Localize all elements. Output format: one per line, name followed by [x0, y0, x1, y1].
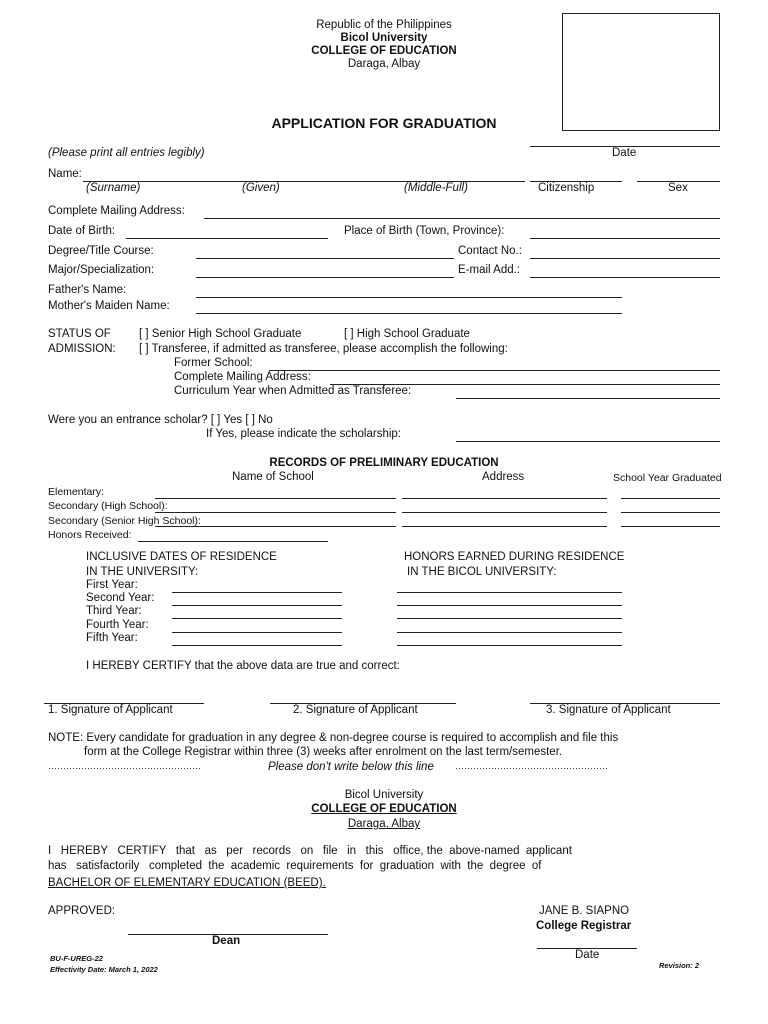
university-name: Bicol University	[340, 32, 428, 44]
divider-dots-left: ……………………………………………	[48, 762, 201, 771]
col-address: Address	[482, 471, 525, 483]
middle-label: (Middle-Full)	[404, 182, 468, 194]
honors-title-1: HONORS EARNED DURING RESIDENCE	[404, 551, 625, 563]
fathers-name-label: Father's Name:	[48, 284, 127, 296]
first-year-label: First Year:	[86, 579, 138, 591]
divider-dots-right: ……………………………………………	[455, 762, 608, 771]
office-location: Daraga, Albay	[347, 818, 421, 830]
scholarship-label: If Yes, please indicate the scholarship:	[206, 428, 401, 440]
degree-course-line[interactable]	[196, 258, 454, 259]
date-of-birth-label: Date of Birth:	[48, 225, 116, 237]
signature-label-2: 2. Signature of Applicant	[293, 704, 418, 716]
divider-text: Please don't write below this line	[268, 761, 434, 773]
mothers-name-label: Mother's Maiden Name:	[48, 300, 170, 312]
office-cert-line-1: I HEREBY CERTIFY that as per records on file in this office, the above-named applicant	[48, 845, 572, 857]
form-code: BU-F-UREG-22	[50, 954, 103, 963]
place-of-birth-line[interactable]	[530, 238, 720, 239]
note-line-1: NOTE: Every candidate for graduation in any degree & non-degree course is required to accomplish and file this	[48, 732, 619, 744]
fifth-year-honors-line[interactable]	[397, 645, 622, 646]
transferee-option[interactable]: [ ] Transferee, if admitted as transferee, please accomplish the following:	[139, 343, 508, 355]
contact-no-label: Contact No.:	[458, 245, 522, 257]
elementary-school-line[interactable]	[155, 498, 396, 499]
place-of-birth-label: Place of Birth (Town, Province):	[344, 225, 505, 237]
senior-high-option[interactable]: [ ] Senior High School Graduate	[139, 328, 302, 340]
mailing-address-label: Complete Mailing Address:	[48, 205, 185, 217]
status-label-1: STATUS OF	[48, 328, 111, 340]
name-label: Name:	[48, 168, 82, 180]
registrar-date-label: Date	[575, 949, 600, 961]
degree-text: BACHELOR OF ELEMENTARY EDUCATION (BEED).	[48, 877, 326, 889]
contact-no-line[interactable]	[530, 258, 720, 259]
mothers-name-line[interactable]	[196, 313, 622, 314]
former-school-line[interactable]	[269, 370, 720, 371]
fourth-year-label: Fourth Year:	[86, 619, 149, 631]
col-year-graduated: School Year Graduated	[613, 472, 722, 484]
revision-number: Revision: 2	[659, 961, 700, 970]
major-label: Major/Specialization:	[48, 264, 155, 276]
dates-title-1: INCLUSIVE DATES OF RESIDENCE	[86, 551, 277, 563]
office-cert-line-2: has satisfactorily completed the academic requirements for graduation with the degree of	[48, 860, 542, 872]
office-university: Bicol University	[344, 789, 424, 801]
former-school-label: Former School:	[174, 357, 253, 369]
given-label: (Given)	[242, 182, 280, 194]
date-of-birth-line[interactable]	[126, 238, 328, 239]
college-name: COLLEGE OF EDUCATION	[311, 45, 457, 57]
third-year-label: Third Year:	[86, 605, 142, 617]
transferee-address-label: Complete Mailing Address:	[174, 371, 311, 383]
registrar-name: JANE B. SIAPNO	[539, 905, 630, 917]
instruction-text: (Please print all entries legibly)	[48, 147, 205, 159]
note-line-2: form at the College Registrar within three (3) weeks after enrolment on the last term/semester.	[84, 746, 563, 758]
email-label: E-mail Add.:	[458, 264, 520, 276]
dates-title-2: IN THE UNIVERSITY:	[86, 566, 199, 578]
fathers-name-line[interactable]	[196, 297, 622, 298]
fourth-year-dates-line[interactable]	[172, 632, 342, 633]
surname-label: (Surname)	[86, 182, 141, 194]
senior-high-year-line[interactable]	[621, 526, 720, 527]
first-year-honors-line[interactable]	[397, 592, 622, 593]
fifth-year-label: Fifth Year:	[86, 632, 138, 644]
email-line[interactable]	[530, 277, 720, 278]
signature-label-1: 1. Signature of Applicant	[48, 704, 173, 716]
effectivity-date: Effectivity Date: March 1, 2022	[50, 965, 158, 974]
curriculum-year-line[interactable]	[456, 398, 720, 399]
approved-label: APPROVED:	[48, 905, 116, 917]
fourth-year-honors-line[interactable]	[397, 632, 622, 633]
third-year-honors-line[interactable]	[397, 618, 622, 619]
photo-box[interactable]	[562, 13, 720, 131]
first-year-dates-line[interactable]	[172, 592, 342, 593]
date-label: Date	[612, 147, 637, 159]
secondary-address-line[interactable]	[402, 512, 607, 513]
signature-label-3: 3. Signature of Applicant	[546, 704, 671, 716]
elementary-label: Elementary:	[48, 486, 105, 498]
republic-text: Republic of the Philippines	[316, 19, 452, 31]
office-college: COLLEGE OF EDUCATION	[311, 803, 457, 815]
high-school-option[interactable]: [ ] High School Graduate	[344, 328, 470, 340]
second-year-dates-line[interactable]	[172, 605, 342, 606]
fifth-year-dates-line[interactable]	[172, 645, 342, 646]
senior-high-label: Secondary (Senior High School):	[48, 515, 201, 527]
senior-high-school-line[interactable]	[155, 526, 396, 527]
preliminary-title: RECORDS OF PRELIMINARY EDUCATION	[269, 457, 499, 469]
elementary-address-line[interactable]	[402, 498, 607, 499]
second-year-honors-line[interactable]	[397, 605, 622, 606]
degree-course-label: Degree/Title Course:	[48, 245, 154, 257]
secondary-label: Secondary (High School):	[48, 500, 168, 512]
second-year-label: Second Year:	[86, 592, 155, 604]
secondary-school-line[interactable]	[155, 512, 396, 513]
third-year-dates-line[interactable]	[172, 618, 342, 619]
registrar-title: College Registrar	[536, 920, 632, 932]
dean-label: Dean	[212, 935, 241, 947]
scholar-question[interactable]: Were you an entrance scholar? [ ] Yes [ ] No	[48, 414, 273, 426]
certify-text: I HEREBY CERTIFY that the above data are true and correct:	[86, 660, 400, 672]
mailing-address-line[interactable]	[204, 218, 720, 219]
honors-received-label: Honors Received:	[48, 529, 132, 541]
honors-received-line[interactable]	[138, 541, 328, 542]
senior-high-address-line[interactable]	[402, 526, 607, 527]
scholarship-line[interactable]	[456, 441, 720, 442]
major-line[interactable]	[196, 277, 454, 278]
curriculum-year-label: Curriculum Year when Admitted as Transferee:	[174, 385, 412, 397]
citizenship-label: Citizenship	[538, 182, 595, 194]
honors-title-2: IN THE BICOL UNIVERSITY:	[407, 566, 557, 578]
secondary-year-line[interactable]	[621, 512, 720, 513]
sex-label: Sex	[668, 182, 688, 194]
form-title: APPLICATION FOR GRADUATION	[271, 115, 497, 131]
location-text: Daraga, Albay	[347, 58, 421, 70]
elementary-year-line[interactable]	[621, 498, 720, 499]
col-school-name: Name of School	[232, 471, 314, 483]
status-label-2: ADMISSION:	[48, 343, 116, 355]
